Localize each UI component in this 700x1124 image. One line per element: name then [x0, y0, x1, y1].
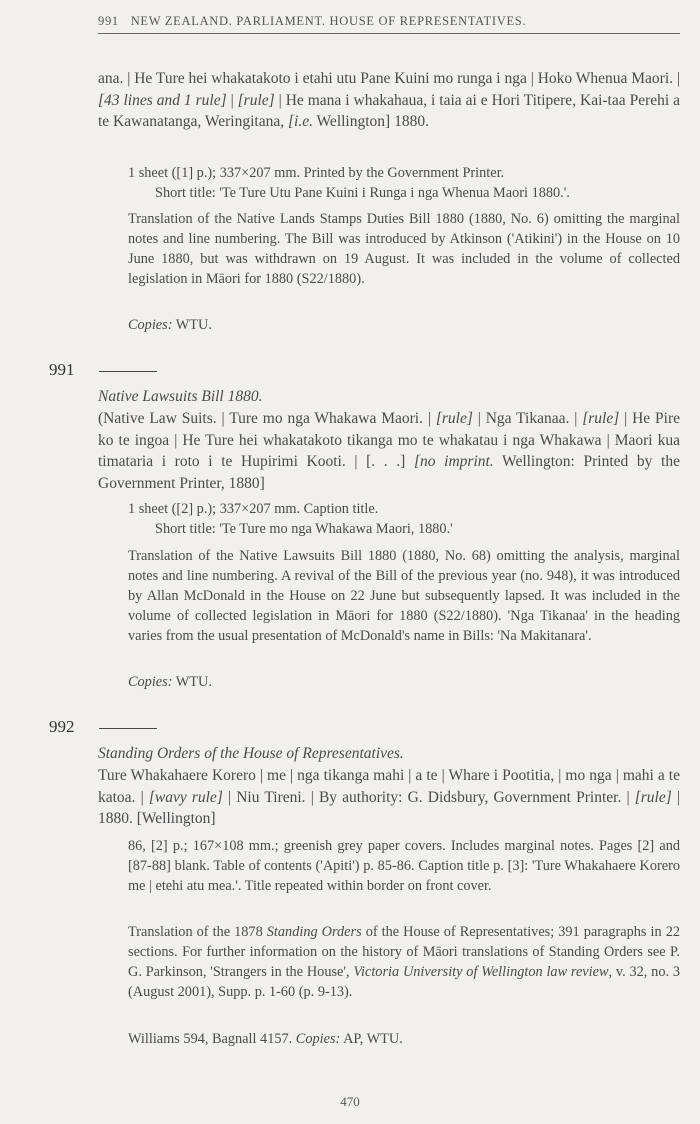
entry-number-991: 991 [49, 360, 157, 380]
entry-number-992: 992 [49, 717, 157, 737]
entry-991-title: Native Lawsuits Bill 1880. [98, 388, 263, 405]
entry-rule [99, 371, 157, 372]
entry-991-copies: Copies: WTU. [128, 674, 212, 690]
entry-990-collation: 1 sheet ([1] p.); 337×207 mm. Printed by the Government Printer. Short title: 'Te Ture Utu Pane Kuini i Runga i nga Whenua Maori 1880.'. [128, 165, 570, 201]
entry-990-title: ana. | He Ture hei whakatakoto i etahi utu Pane Kuini mo runga i nga | Hoko Whenua Maori. | [43 lines and 1 rule] | [rule] | He mana i whakahaua, i taia ai e Hori Titipere, Kai-taa Perehi a te Kawanatanga, Weringitana, [i.e. Wellington] 1880. [98, 70, 681, 130]
entry-991-note: Translation of the Native Lawsuits Bill 1880 (1880, No. 68) omitting the analysis, marginal notes and line numbering. A revival of the Bill of the previous year (no. 948), it was introduced by Allan McDonald in the House on 22 June but subsequently lapsed. It was included in the volume of collected legislation in Māori for 1880 (S22/1880). 'Nga Tikanaa' in the heading varies from the usual presentation of McDonald's name in Bills: 'Na Makitanara'. [128, 548, 680, 644]
header-title: NEW ZEALAND. PARLIAMENT. HOUSE OF REPRESENTATIVES. [130, 14, 527, 28]
entry-992-collation: 86, [2] p.; 167×108 mm.; greenish grey paper covers. Includes marginal notes. Pages [2] and [87-88] blank. Table of contents ('Apiti') p. 85-86. Caption title p. [3]: 'Ture Whakahaere Korero me | etehi atu mea.'. Title repeated within border on front cover. [128, 838, 680, 894]
entry-992-title: Standing Orders of the House of Representatives. [98, 745, 404, 762]
header-page-id: 991 [98, 14, 119, 28]
entry-992-note: Translation of the 1878 Standing Orders of the House of Representatives; 391 paragraphs in 22 sections. For further information on the history of Māori translations of Standing Orders see P. G. Parkinson, 'Strangers in the House', Victoria University of Wellington law review, v. 32, no. 3 (August 2001), Supp. p. 1-60 (p. 9-13). [128, 924, 681, 1000]
entry-990-note: Translation of the Native Lands Stamps Duties Bill 1880 (1880, No. 6) omitting the marginal notes and line numbering. The Bill was introduced by Atkinson ('Atikini') in the House on 10 June 1880, but was withdrawn on 19 August. It was included in the volume of collected legislation in Māori for 1880 (S22/1880). [128, 211, 680, 287]
entry-991-collation: 1 sheet ([2] p.); 337×207 mm. Caption title. Short title: 'Te Ture mo nga Whakawa Maori, 1880.' [128, 501, 453, 537]
entry-990-copies: Copies: WTU. [128, 317, 212, 333]
entry-rule [99, 728, 157, 729]
entry-991-description: (Native Law Suits. | Ture mo nga Whakawa Maori. | [rule] | Nga Tikanaa. | [rule] | He Pire ko te ingoa | He Ture hei whakatakoto tikanga mo te whakatau i nga Whakawa | Maori kua timataria i roto i te Hupirimi Kooti. | [. . .] [no imprint. Wellington: Printed by the Government Printer, 1880] [98, 410, 680, 492]
page-number: 470 [340, 1094, 360, 1109]
entry-992-description: Ture Whakahaere Korero | me | nga tikanga mahi | a te | Whare i Pootitia, | mo nga | mahi a te katoa. | [wavy rule] | Niu Tireni. | By authority: G. Didsbury, Government Printer. | [rule] | 1880. [Wellington] [98, 767, 680, 827]
running-header [98, 14, 680, 34]
entry-992-references: Williams 594, Bagnall 4157. Copies: AP, WTU. [128, 1031, 403, 1047]
